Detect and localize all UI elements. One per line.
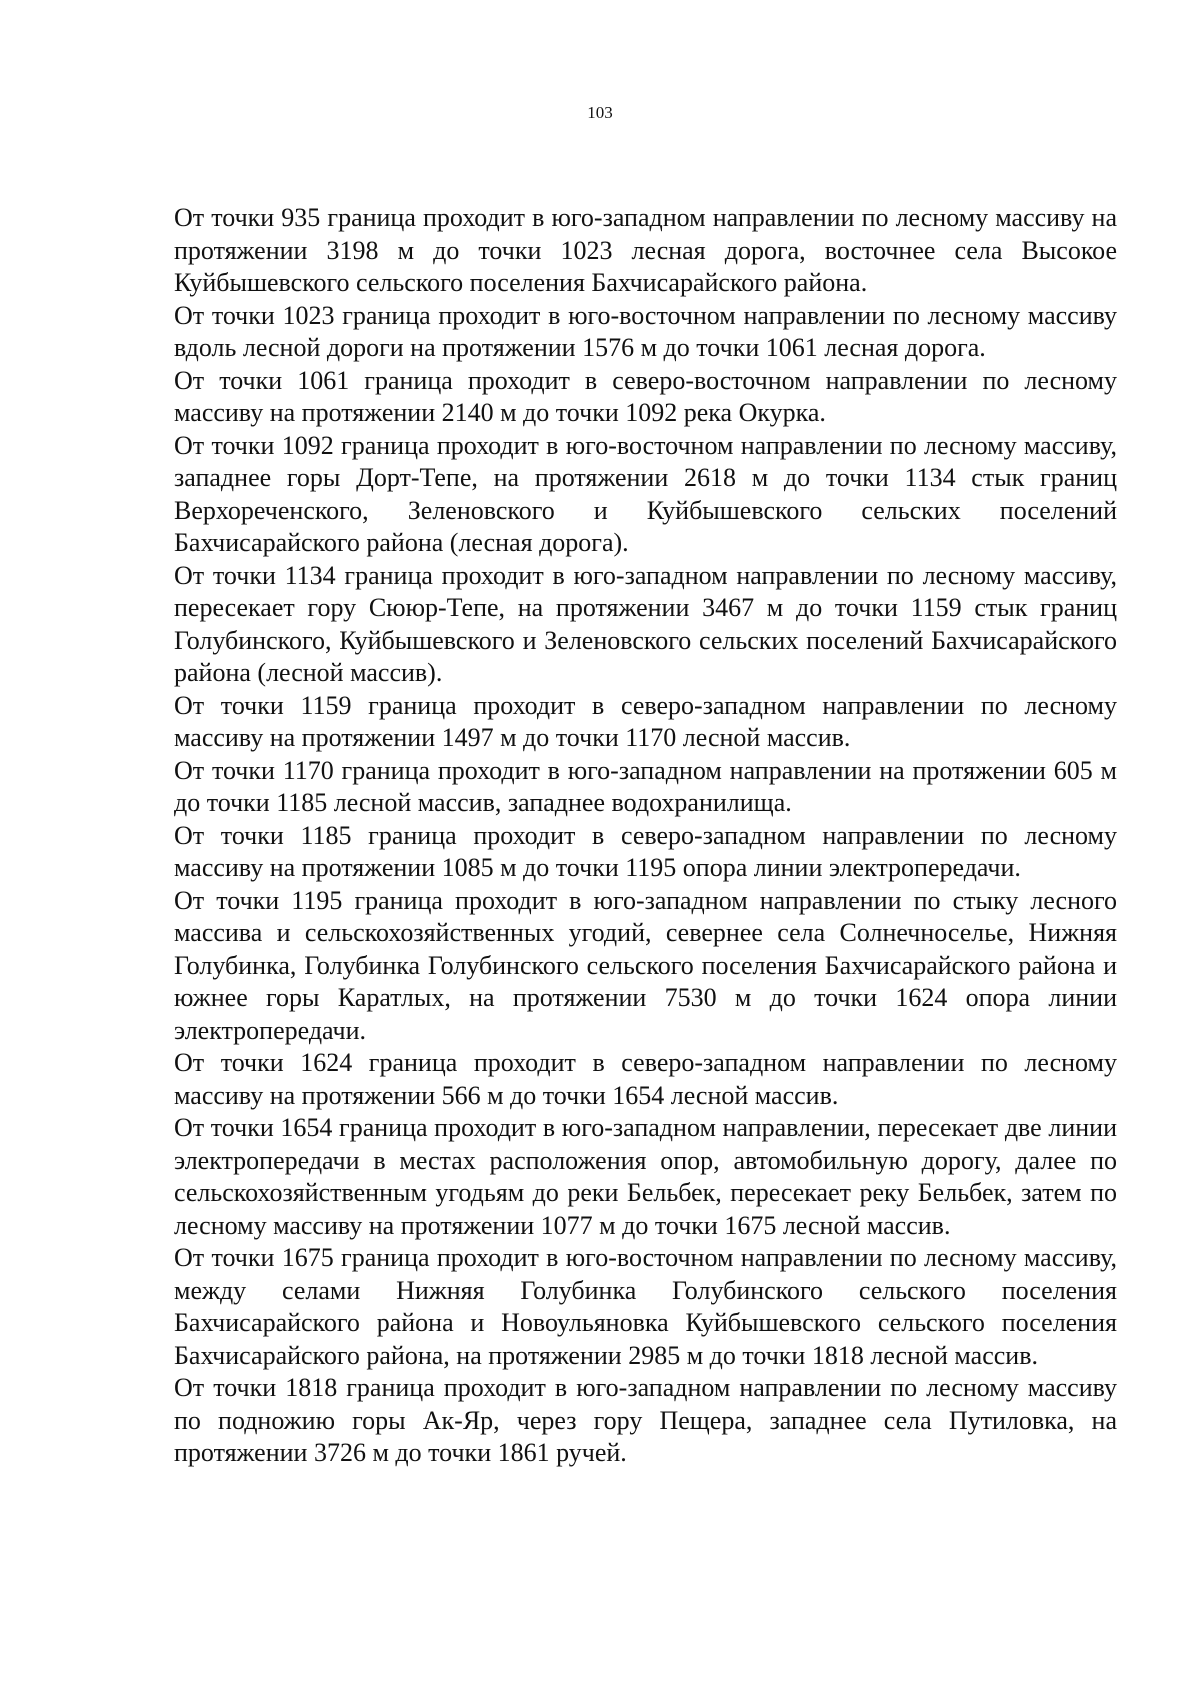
paragraph: От точки 1159 граница проходит в северо-западном направлении по лесному массиву на протяжении 1497 м до точки 1170 лесной массив. bbox=[174, 690, 1117, 752]
paragraph: От точки 1185 граница проходит в северо-западном направлении по лесному массиву на протяжении 1085 м до точки 1195 опора линии электропередачи. bbox=[174, 820, 1117, 882]
paragraph: От точки 1818 граница проходит в юго-западном направлении по лесному массиву по подножию горы Ак-Яр, через гору Пещера, западнее села Путиловка, на протяжении 3726 м до точки 1861 ручей. bbox=[174, 1373, 1117, 1467]
paragraph: От точки 935 граница проходит в юго-западном направлении по лесному массиву на протяжении 3198 м до точки 1023 лесная дорога, восточнее села Высокое Куйбышевского сельского поселения Бахчисарайского района. bbox=[174, 203, 1117, 297]
paragraph: От точки 1134 граница проходит в юго-западном направлении по лесному массиву, пересекает гору Сююр-Тепе, на протяжении 3467 м до точки 1159 стык границ Голубинского, Куйбышевского и Зеленовского сельских поселений Бахчисарайского района (лесной массив). bbox=[174, 560, 1117, 687]
paragraph: От точки 1624 граница проходит в северо-западном направлении по лесному массиву на протяжении 566 м до точки 1654 лесной массив. bbox=[174, 1048, 1117, 1110]
paragraph: От точки 1092 граница проходит в юго-восточном направлении по лесному массиву, западнее горы Дорт-Тепе, на протяжении 2618 м до точки 1134 стык границ Верхореченского, Зеленовского и Куйбышевского сельских поселений Бахчисарайского района (лесная дорога). bbox=[174, 430, 1117, 557]
paragraph: От точки 1195 граница проходит в юго-западном направлении по стыку лесного массива и сельскохозяйственных угодий, севернее села Солнечноселье, Нижняя Голубинка, Голубинка Голубинского сельского поселения Бахчисарайского района и южнее горы Каратлых, на протяжении 7530 м до точки 1624 опора линии электропередачи. bbox=[174, 885, 1117, 1045]
document-body bbox=[174, 202, 1117, 1470]
paragraph: От точки 1675 граница проходит в юго-восточном направлении по лесному массиву, между селами Нижняя Голубинка Голубинского сельского поселения Бахчисарайского района и Новоульяновка Куйбышевского сельского поселения Бахчисарайского района, на протяжении 2985 м до точки 1818 лесной массив. bbox=[174, 1243, 1117, 1370]
paragraph: От точки 1170 граница проходит в юго-западном направлении на протяжении 605 м до точки 1185 лесной массив, западнее водохранилища. bbox=[174, 755, 1117, 817]
paragraph: От точки 1023 граница проходит в юго-восточном направлении по лесному массиву вдоль лесной дороги на протяжении 1576 м до точки 1061 лесная дорога. bbox=[174, 300, 1117, 362]
paragraph: От точки 1061 граница проходит в северо-восточном направлении по лесному массиву на протяжении 2140 м до точки 1092 река Окурка. bbox=[174, 365, 1117, 427]
page-number: 103 bbox=[587, 103, 613, 122]
paragraph: От точки 1654 граница проходит в юго-западном направлении, пересекает две линии электропередачи в местах расположения опор, автомобильную дорогу, далее по сельскохозяйственным угодьям до реки Бельбек, пересекает реку Бельбек, затем по лесному массиву на протяжении 1077 м до точки 1675 лесной массив. bbox=[174, 1113, 1117, 1240]
